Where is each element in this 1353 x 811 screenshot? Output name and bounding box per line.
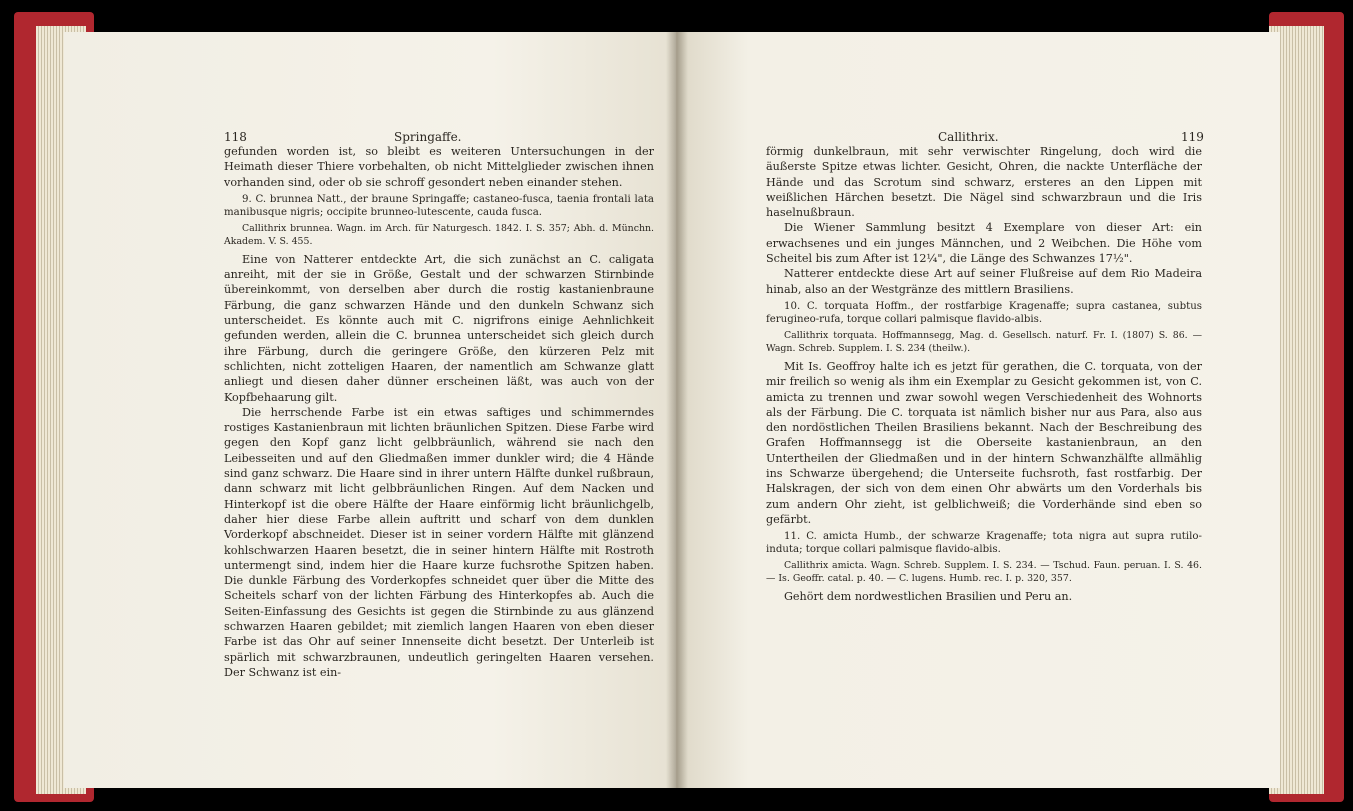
species-10-heading: 10. C. torquata Hoffm., der rostfarbige Kragenaffe; supra castanea, subtus ferugineo-rufa, torque collari palmisque flavido-albis. (766, 300, 1202, 325)
species-11-heading: 11. C. amicta Humb., der schwarze Kragenaffe; tota nigra aut supra rutilo-induta; torque collari palmisque flavido-albis. (766, 531, 1202, 556)
book-gutter (666, 32, 688, 788)
right-text-column (766, 144, 1202, 605)
species-9-paragraph: Eine von Natterer entdeckte Art, die sich zunächst an C. caligata anreiht, mit der sie in Größe, Gestalt und der schwarzen Stirnbinde übereinkommt, von derselben aber durch die rostig kastanienbraune Färbung, die ganz schwarzen Hände und den dunkeln Schwanz sich unterscheidet. Es könnte auch mit C. nigrifrons einige Aehnlichkeit gefunden werden, allein die C. brunnea unterscheidet sich gleich durch ihre Färbung, durch die geringere Größe, den kürzeren Pelz mit schlichten, nicht zotteligen Haaren, der namentlich am Schwanze glatt anliegt und diesen daher dünner erscheinen läßt, was auch von der Kopfbehaarung gilt. (224, 252, 654, 404)
species-11-paragraph: Gehört dem nordwestlichen Brasilien und Peru an. (784, 590, 1073, 604)
right-paragraph: Die Wiener Sammlung besitzt 4 Exemplare von dieser Art: ein erwachsenes und ein junges Männchen, und 2 Weibchen. Die Höhe vom Scheitel bis zum After ist 12¼", die Länge des Schwanzes 17½". (766, 221, 1202, 266)
species-9-references: Callithrix brunnea. Wagn. im Arch. für Naturgesch. 1842. I. S. 357; Abh. d. Münchn. Akadem. V. S. 455. (224, 222, 654, 247)
right-page (676, 32, 1280, 788)
right-paragraph: Natterer entdeckte diese Art auf seiner Flußreise auf dem Rio Madeira hinab, also an der Westgränze des mittlern Brasiliens. (766, 267, 1202, 296)
species-11-references: Callithrix amicta. Wagn. Schreb. Supplem. I. S. 234. — Tschud. Faun. peruan. I. S. 46. — Is. Geoffr. catal. p. 40. — C. lugens. Humb. rec. I. p. 320, 357. (766, 560, 1202, 585)
left-text-column (224, 144, 654, 680)
species-10-paragraph: Mit Is. Geoffroy halte ich es jetzt für gerathen, die C. torquata, von der mir freilich so wenig als ihm ein Exemplar zu Gesicht gekommen ist, von C. amicta zu trennen und zwar sowohl wegen Verschiedenheit des Wohnorts als der Färbung. Die C. torquata ist nämlich bisher nur aus Para, also aus den nordöstlichen Theilen Brasiliens bekannt. Nach der Beschreibung des Grafen Hoffmannsegg ist die Oberseite kastanienbraun, an den Untertheilen der Gliedmaßen und in der hintern Schwanzhälfte allmählig ins Schwarze übergehend; die Unterseite fuchsroth, fast rostfarbig. Der Halskragen, der sich von dem einen Ohr abwärts um den Vorderhals bis zum andern Ohr zieht, ist gelblichweiß; die Vorderhände sind eben so gefärbt. (766, 359, 1202, 526)
species-9-heading: 9. C. brunnea Natt., der braune Springaffe; castaneo-fusca, taenia frontali lata manibusque nigris; occipite brunneo-lutescente, cauda fusca. (224, 193, 654, 218)
right-paragraph: förmig dunkelbraun, mit sehr verwischter Ringelung, doch wird die äußerste Spitze etwas lichter. Gesicht, Ohren, die nackte Unterfläche der Hände und das Scrotum sind schwarz, ersteres an den Lippen mit weißlichen Härchen besetzt. Die Nägel sind schwarzbraun und die Iris haselnußbraun. (766, 145, 1202, 220)
left-page (64, 32, 676, 788)
left-page-number: 118 (224, 130, 247, 144)
left-running-head: Springaffe. (394, 130, 462, 144)
right-page-number: 119 (1181, 130, 1204, 144)
species-9-paragraph: Die herrschende Farbe ist ein etwas saftiges und schimmerndes rostiges Kastanienbraun mit lichten bräunlichen Spitzen. Diese Farbe wird gegen den Kopf ganz licht gelbbräunlich, während sie nach den Leibesseiten und auf den Gliedmaßen immer dunkler wird; die 4 Hände sind ganz schwarz. Die Haare sind in ihrer untern Hälfte dunkel rußbraun, dann schwarz mit licht gelbbräunlichen Ringen. Auf dem Nacken und Hinterkopf ist die obere Hälfte der Haare einförmig licht bräunlichgelb, daher hier diese Farbe allein auftritt und scharf von dem dunklen Vorderkopf abschneidet. Dieser ist in seiner vordern Hälfte mit glänzend kohlschwarzen Haaren besetzt, die in seiner hintern Hälfte mit Rostroth untermengt sind, indem hier die Haare kurze fuchsrothe Spitzen haben. Die dunkle Färbung des Vorderkopfes schneidet quer über die Mitte des Scheitels scharf von der lichten Färbung des Hinterkopfes ab. Auch die Seiten-Einfassung des Gesichts ist gegen die Stirnbinde zu aus glänzend schwarzen Haaren gebildet; mit ziemlich langen Haaren von eben dieser Farbe ist das Ohr auf seiner Innenseite dicht besetzt. Der Unterleib ist spärlich mit schwarzbraunen, undeutlich geringelten Haaren versehen. Der Schwanz ist ein- (224, 405, 654, 679)
right-running-head: Callithrix. (938, 130, 999, 144)
left-paragraph: gefunden worden ist, so bleibt es weiteren Untersuchungen in der Heimath dieser Thiere vorbehalten, ob nicht Mittelglieder zwischen ihnen vorhanden sind, oder ob sie schroff gesondert neben einander stehen. (224, 145, 654, 189)
species-10-references: Callithrix torquata. Hoffmannsegg, Mag. d. Gesellsch. naturf. Fr. I. (1807) S. 86. — Wagn. Schreb. Supplem. I. S. 234 (theilw.). (766, 329, 1202, 354)
open-book (14, 12, 1344, 802)
